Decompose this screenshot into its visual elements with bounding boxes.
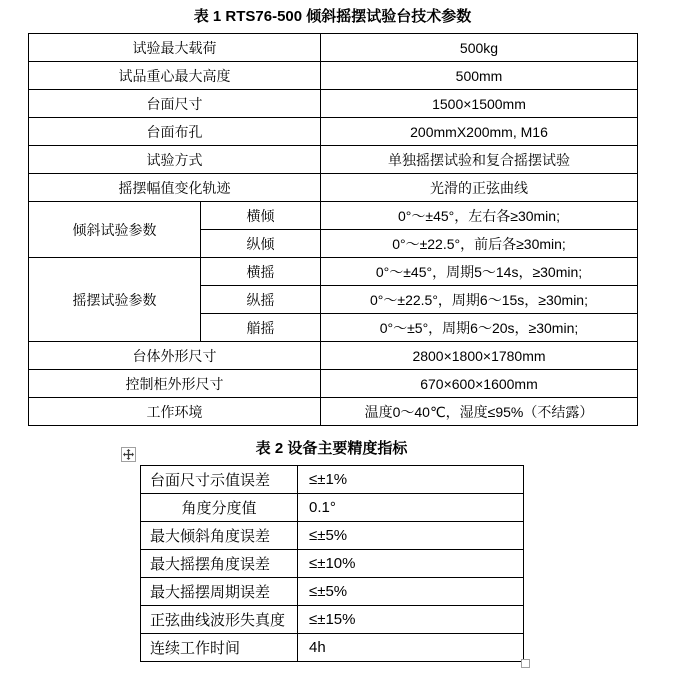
table-row — [29, 370, 638, 398]
param-label-cell[interactable]: 控制柜外形尺寸 — [29, 370, 321, 398]
param-value-cell[interactable]: 0°～±22.5°，周期6～15s，≥30min; — [321, 286, 638, 314]
sub-label-cell[interactable]: 横摇 — [201, 258, 321, 286]
table-row — [141, 634, 524, 662]
table-row — [29, 118, 638, 146]
table-row — [29, 62, 638, 90]
sub-label-cell[interactable]: 艏摇 — [201, 314, 321, 342]
table-row — [29, 146, 638, 174]
param-value-cell[interactable]: 0°～±45°，左右各≥30min; — [321, 202, 638, 230]
table-row — [141, 578, 524, 606]
sub-label-cell[interactable]: 纵摇 — [201, 286, 321, 314]
param-label-cell[interactable]: 摇摆幅值变化轨迹 — [29, 174, 321, 202]
spec-value-cell[interactable]: 0.1° — [298, 494, 524, 522]
param-value-cell[interactable]: 500mm — [321, 62, 638, 90]
spec-label-cell[interactable]: 正弦曲线波形失真度 — [141, 606, 298, 634]
spec-label-cell[interactable]: 最大摇摆角度误差 — [141, 550, 298, 578]
table-row — [29, 90, 638, 118]
group-label-cell[interactable]: 摇摆试验参数 — [29, 258, 201, 342]
spec-label-cell[interactable]: 连续工作时间 — [141, 634, 298, 662]
param-label-cell[interactable]: 试品重心最大高度 — [29, 62, 321, 90]
param-value-cell[interactable]: 0°～±5°，周期6～20s，≥30min; — [321, 314, 638, 342]
param-label-cell[interactable]: 台面布孔 — [29, 118, 321, 146]
spec-label-cell[interactable]: 最大倾斜角度误差 — [141, 522, 298, 550]
spec-value-cell[interactable]: ≤±1% — [298, 466, 524, 494]
table-row — [29, 34, 638, 62]
table-row — [141, 494, 524, 522]
table-row — [141, 522, 524, 550]
param-value-cell[interactable]: 单独摇摆试验和复合摇摆试验 — [321, 146, 638, 174]
table2-caption: 表 2 设备主要精度指标 — [255, 440, 408, 457]
param-value-cell[interactable]: 200mmX200mm, M16 — [321, 118, 638, 146]
table-row — [29, 174, 638, 202]
table-row — [141, 606, 524, 634]
param-value-cell[interactable]: 2800×1800×1780mm — [321, 342, 638, 370]
table-row — [29, 258, 638, 286]
spec-label-cell[interactable]: 台面尺寸示值误差 — [141, 466, 298, 494]
param-value-cell[interactable]: 500kg — [321, 34, 638, 62]
param-value-cell[interactable]: 光滑的正弦曲线 — [321, 174, 638, 202]
table-row — [29, 342, 638, 370]
param-value-cell[interactable]: 0°～±45°，周期5～14s，≥30min; — [321, 258, 638, 286]
table-move-handle[interactable] — [121, 447, 136, 462]
table-row — [29, 398, 638, 426]
param-label-cell[interactable]: 台面尺寸 — [29, 90, 321, 118]
spec-value-cell[interactable]: ≤±5% — [298, 522, 524, 550]
spec-label-cell[interactable]: 角度分度值 — [141, 494, 298, 522]
spec-value-cell[interactable]: ≤±10% — [298, 550, 524, 578]
spec-value-cell[interactable]: 4h — [298, 634, 524, 662]
param-value-cell[interactable]: 0°～±22.5°，前后各≥30min; — [321, 230, 638, 258]
param-value-cell[interactable]: 温度0～40℃，湿度≤95%（不结露） — [321, 398, 638, 426]
move-arrows-icon — [123, 449, 134, 460]
table2 — [140, 465, 524, 662]
param-label-cell[interactable]: 工作环境 — [29, 398, 321, 426]
table-resize-handle[interactable] — [521, 659, 530, 668]
spec-label-cell[interactable]: 最大摇摆周期误差 — [141, 578, 298, 606]
param-value-cell[interactable]: 670×600×1600mm — [321, 370, 638, 398]
table-row — [141, 466, 524, 494]
table-row — [141, 550, 524, 578]
spec-value-cell[interactable]: ≤±15% — [298, 606, 524, 634]
group-label-cell[interactable]: 倾斜试验参数 — [29, 202, 201, 258]
table1 — [28, 33, 638, 426]
sub-label-cell[interactable]: 纵倾 — [201, 230, 321, 258]
param-value-cell[interactable]: 1500×1500mm — [321, 90, 638, 118]
sub-label-cell[interactable]: 横倾 — [201, 202, 321, 230]
param-label-cell[interactable]: 试验最大载荷 — [29, 34, 321, 62]
param-label-cell[interactable]: 台体外形尺寸 — [29, 342, 321, 370]
spec-value-cell[interactable]: ≤±5% — [298, 578, 524, 606]
table1-caption: 表 1 RTS76-500 倾斜摇摆试验台技术参数 — [193, 8, 472, 25]
table-row — [29, 202, 638, 230]
param-label-cell[interactable]: 试验方式 — [29, 146, 321, 174]
